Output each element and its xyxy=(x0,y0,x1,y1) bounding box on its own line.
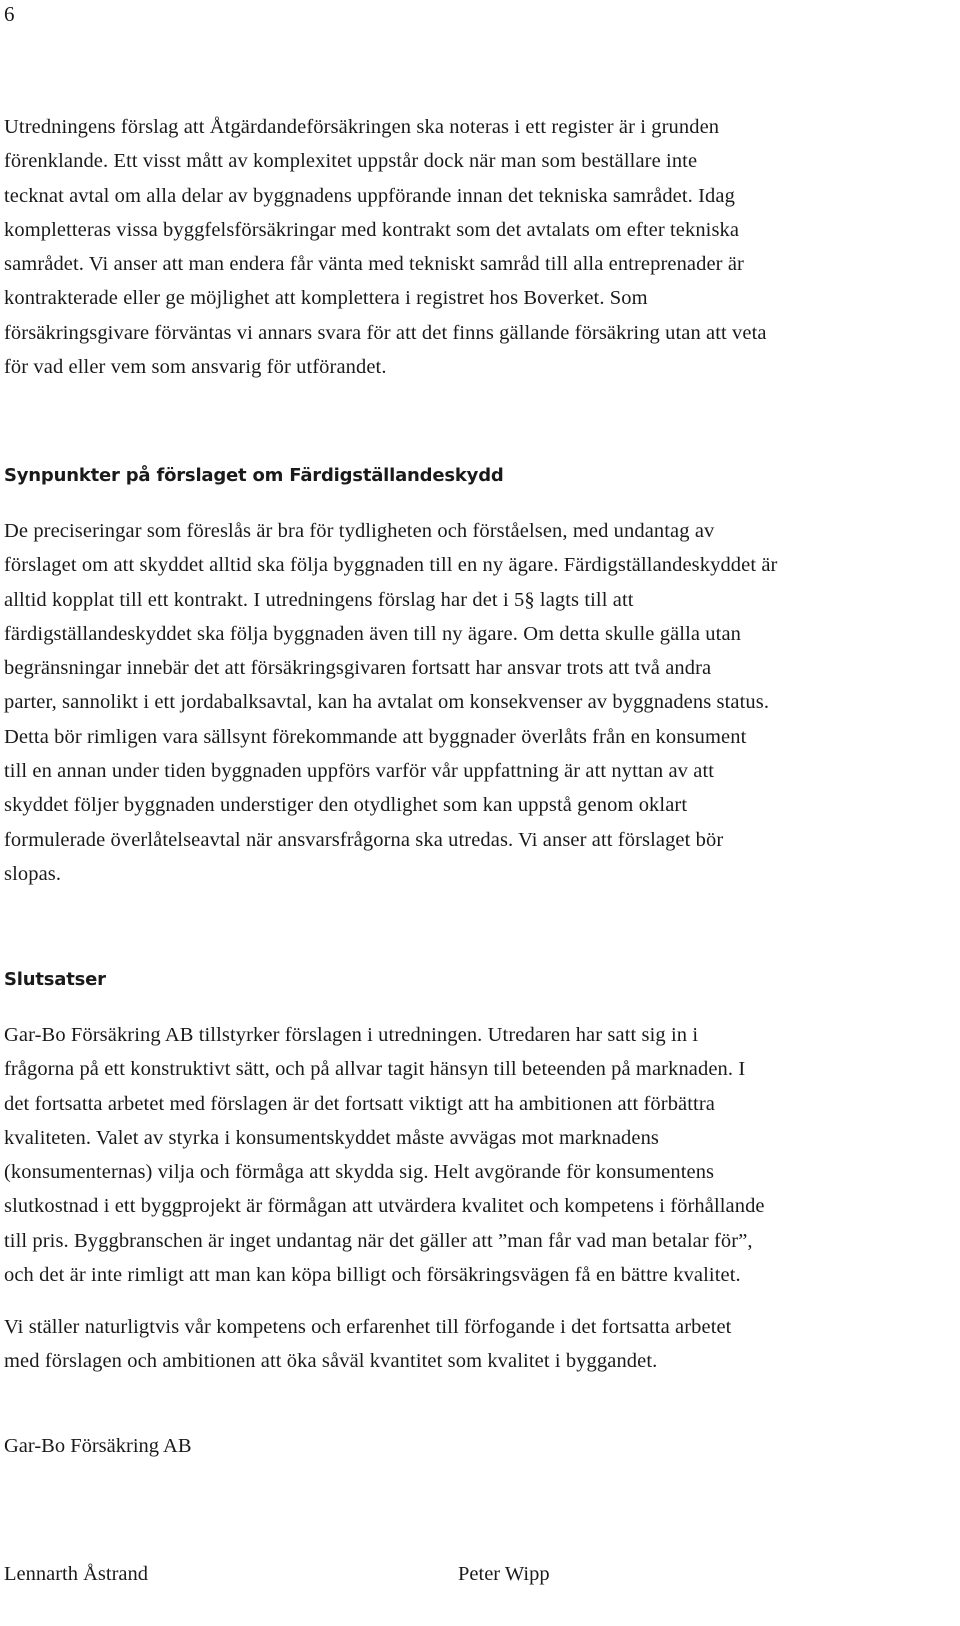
slutsatser-paragraph-2 xyxy=(4,1310,956,1379)
signatory-name-1: Lennarth Åstrand xyxy=(4,1563,149,1585)
section-heading-slutsatser: Slutsatser xyxy=(4,969,106,990)
signoff-company: Gar-Bo Försäkring AB xyxy=(4,1435,192,1457)
text-line: med förslagen och ambitionen att öka såväl kvantitet som kvalitet i byggandet. xyxy=(4,1350,658,1373)
text-line: försäkringsgivare förväntas vi annars svara för att det finns gällande försäkring utan att veta xyxy=(4,321,767,344)
text-line: Utredningens förslag att Åtgärdandeförsäkringen ska noteras i ett register är i grunden xyxy=(4,116,720,138)
text-line: till pris. Byggbranschen är inget undantag när det gäller att ”man får vad man betalar för”, xyxy=(4,1229,753,1252)
intro-paragraph xyxy=(4,110,956,384)
text-line: färdigställandeskyddet ska följa byggnaden även till ny ägare. Om detta skulle gälla utan xyxy=(4,622,741,645)
text-line: Detta bör rimligen vara sällsynt förekommande att byggnader överlåts från en konsument xyxy=(4,725,747,748)
slutsatser-paragraph-1 xyxy=(4,1018,956,1292)
text-line: frågorna på ett konstruktivt sätt, och på allvar tagit hänsyn till beteenden på marknaden. I xyxy=(4,1058,746,1081)
text-line: till en annan under tiden byggnaden uppförs varför vår uppfattning är att nyttan av att xyxy=(4,760,715,783)
page-number: 6 xyxy=(4,2,15,26)
text-line: samrådet. Vi anser att man endera får vänta med tekniskt samråd till alla entreprenader är xyxy=(4,253,744,276)
text-line: kompletteras vissa byggfelsförsäkringar med kontrakt som det avtalats om efter tekniska xyxy=(4,218,740,241)
text-line: begränsningar innebär det att försäkringsgivaren fortsatt har ansvar trots att två andra xyxy=(4,657,712,680)
text-line: formulerade överlåtelseavtal när ansvarsfrågorna ska utredas. Vi anser att förslaget bör xyxy=(4,828,724,851)
text-line: kontrakterade eller ge möjlighet att komplettera i registret hos Boverket. Som xyxy=(4,287,648,310)
text-line: och det är inte rimligt att man kan köpa billigt och försäkringsvägen få en bättre kvalitet. xyxy=(4,1264,741,1287)
text-line: slutkostnad i ett byggprojekt är förmågan att utvärdera kvalitet och kompetens i förhållande xyxy=(4,1195,765,1218)
text-line: förslaget om att skyddet alltid ska följa byggnaden till en ny ägare. Färdigställandeskyddet är xyxy=(4,554,778,577)
text-line: skyddet följer byggnaden understiger den otydlighet som kan uppstå genom oklart xyxy=(4,794,688,817)
text-line: Vi ställer naturligtvis vår kompetens och erfarenhet till förfogande i det fortsatta arbetet xyxy=(4,1316,732,1338)
text-line: det fortsatta arbetet med förslagen är det fortsatt viktigt att ha ambitionen att förbättra xyxy=(4,1092,715,1115)
fardigstallandeskydd-paragraph xyxy=(4,514,956,891)
text-line: (konsumenternas) vilja och förmåga att skydda sig. Helt avgörande för konsumentens xyxy=(4,1161,715,1184)
text-line: kvaliteten. Valet av styrka i konsumentskyddet måste avvägas mot marknadens xyxy=(4,1126,659,1149)
text-line: alltid kopplat till ett kontrakt. I utredningens förslag har det i 5§ lagts till att xyxy=(4,588,634,611)
text-line: slopas. xyxy=(4,862,62,885)
signatory-name-2: Peter Wipp xyxy=(458,1563,550,1585)
text-line: för vad eller vem som ansvarig för utförandet. xyxy=(4,356,387,379)
text-line: Gar-Bo Försäkring AB tillstyrker förslagen i utredningen. Utredaren har satt sig in i xyxy=(4,1024,699,1046)
section-heading-fardigstallandeskydd: Synpunkter på förslaget om Färdigställandeskydd xyxy=(4,465,504,486)
text-line: parter, sannolikt i ett jordabalksavtal, kan ha avtalat om konsekvenser av byggnadens status. xyxy=(4,691,770,714)
text-line: tecknat avtal om alla delar av byggnadens uppförande innan det tekniska samrådet. Idag xyxy=(4,184,735,207)
text-line: förenklande. Ett visst mått av komplexitet uppstår dock när man som beställare inte xyxy=(4,150,698,173)
text-line: De preciseringar som föreslås är bra för tydligheten och förståelsen, med undantag av xyxy=(4,520,715,542)
